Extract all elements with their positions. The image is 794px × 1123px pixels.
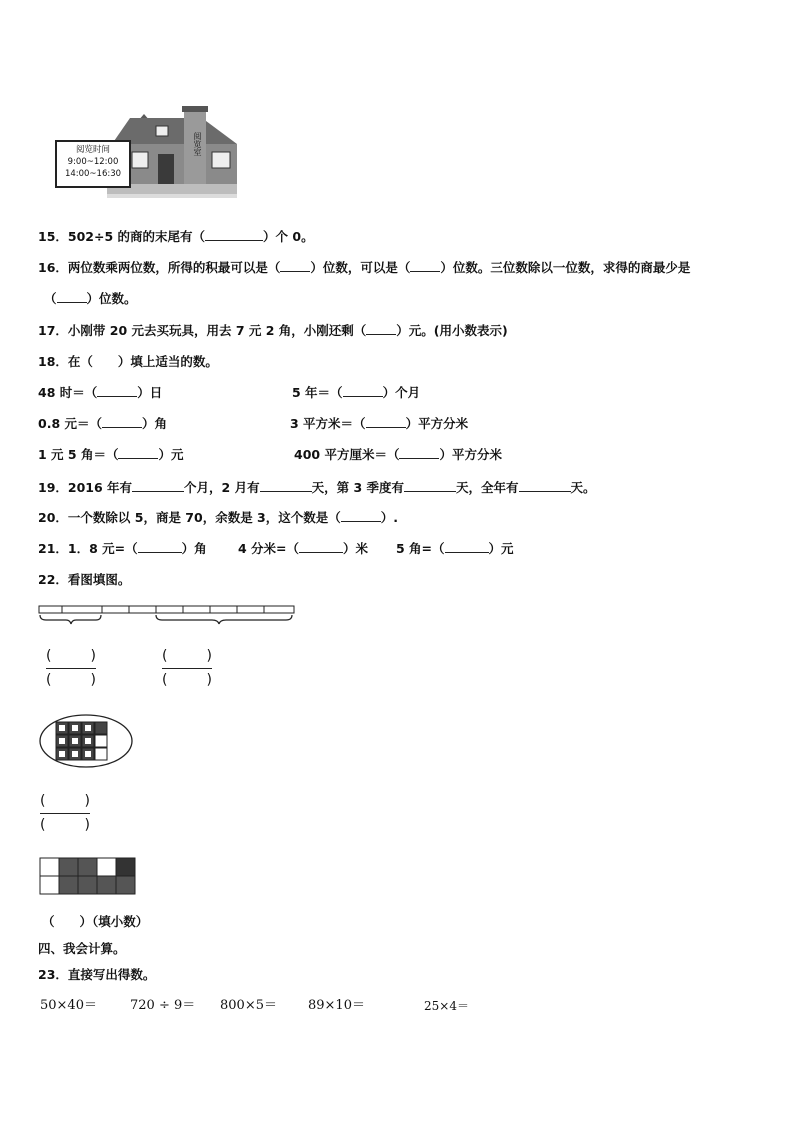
calc-item-5: 25×4＝ — [424, 999, 469, 1013]
q18-item-1-blank[interactable] — [97, 396, 137, 397]
q18-item-2-suffix: ）个月 — [382, 385, 421, 400]
q17-suffix: ）元。(用小数表示) — [396, 323, 508, 338]
question-17 — [38, 323, 508, 339]
q18-item-2-blank[interactable] — [343, 396, 383, 397]
question-20 — [38, 510, 398, 526]
fraction-2-denominator[interactable]: ( ) — [162, 672, 212, 688]
question-16-line2 — [44, 291, 137, 307]
fraction-2-numerator[interactable]: ( ) — [162, 648, 212, 664]
q19-blank-4[interactable] — [519, 491, 571, 492]
q18-item-3-suffix: ）角 — [142, 416, 168, 431]
q20-answer-blank[interactable] — [341, 521, 381, 522]
q18-item-5 — [38, 447, 183, 463]
q18-item-1-prefix: 48 时＝（ — [38, 385, 98, 400]
q18-item-4-blank[interactable] — [366, 427, 406, 428]
q16-part1: 16．两位数乘两位数，所得的积最可以是（ — [38, 260, 281, 275]
q18-item-4-prefix: 3 平方米＝（ — [290, 416, 366, 431]
sign-title: 阅览时间 — [75, 145, 110, 155]
question-16 — [38, 260, 690, 276]
sign-time-afternoon: 14:00~16:30 — [64, 169, 122, 179]
fraction-blank-1[interactable] — [46, 648, 96, 692]
q19-blank-2[interactable] — [260, 491, 312, 492]
question-21b — [238, 541, 368, 557]
q19-blank-1[interactable] — [132, 491, 184, 492]
q21a-blank[interactable] — [138, 552, 182, 553]
sign-time-morning: 9:00~12:00 — [67, 157, 119, 167]
q21a-suffix: ）角 — [181, 541, 207, 556]
q19-part5: 天。 — [570, 480, 596, 495]
q18-item-1 — [38, 385, 162, 401]
q16-blank-3[interactable] — [57, 302, 87, 303]
q18-item-2-prefix: 5 年＝（ — [292, 385, 343, 400]
q21c-blank[interactable] — [445, 552, 489, 553]
question-19 — [38, 480, 596, 496]
q21a-prefix: 21．1．8 元=（ — [38, 541, 138, 556]
calc-item-4: 89×10＝ — [308, 998, 365, 1013]
q18-item-5-blank[interactable] — [118, 458, 158, 459]
ellipse-grid-figure — [38, 712, 138, 770]
calc-item-1: 50×40＝ — [40, 998, 97, 1013]
question-23-title: 23．直接写出得数。 — [38, 967, 156, 982]
q18-item-5-prefix: 1 元 5 角＝（ — [38, 447, 119, 462]
fraction-1-numerator[interactable]: ( ) — [46, 648, 96, 664]
q19-part1: 19．2016 年有 — [38, 480, 133, 495]
decimal-prompt: （ ）（填小数） — [42, 914, 149, 929]
q21b-blank[interactable] — [299, 552, 343, 553]
q18-item-6-blank[interactable] — [399, 458, 439, 459]
door-sign: 阅览室 — [193, 132, 202, 156]
shaded-grid-figure — [40, 858, 140, 896]
fraction-1-bar — [46, 668, 96, 669]
q18-item-1-suffix: ）日 — [137, 385, 163, 400]
q20-prefix: 20．一个数除以 5，商是 70，余数是 3，这个数是（ — [38, 510, 341, 525]
q17-answer-blank[interactable] — [366, 334, 396, 335]
calc-item-2: 720 ÷ 9＝ — [130, 998, 196, 1013]
section-4-title: 四、我会计算。 — [38, 941, 126, 956]
q16-blank-1[interactable] — [280, 271, 310, 272]
question-18-title: 18．在（ ）填上适当的数。 — [38, 354, 218, 369]
q17-prefix: 17．小刚带 20 元去买玩具，用去 7 元 2 角，小刚还剩（ — [38, 323, 367, 338]
q18-item-6-suffix: ）平方分米 — [439, 447, 502, 462]
question-21 — [38, 541, 207, 557]
q18-item-6-prefix: 400 平方厘米＝（ — [294, 447, 400, 462]
q16-blank-2[interactable] — [410, 271, 440, 272]
fraction-blank-2[interactable] — [162, 648, 212, 692]
fraction-blank-3[interactable] — [40, 793, 90, 837]
q18-item-4-suffix: ）平方分米 — [405, 416, 469, 431]
q18-item-3-prefix: 0.8 元＝（ — [38, 416, 102, 431]
q18-item-3-blank[interactable] — [102, 427, 142, 428]
q16-part3: ）位数。三位数除以一位数，求得的商最少是 — [440, 260, 691, 275]
q21c-suffix: ）元 — [488, 541, 514, 556]
q16-line2-prefix: （ — [44, 291, 57, 306]
q18-item-3 — [38, 416, 167, 432]
q15-suffix: ）个 0。 — [263, 229, 314, 244]
segmented-bar-figure — [38, 602, 296, 630]
q19-blank-3[interactable] — [404, 491, 456, 492]
q19-part3: 天，第 3 季度有 — [311, 480, 405, 495]
q16-part2: ）位数，可以是（ — [310, 260, 411, 275]
q16-line2-suffix: ）位数。 — [86, 291, 137, 306]
calc-item-3: 800×5＝ — [220, 998, 277, 1013]
question-15 — [38, 229, 314, 245]
q18-item-5-suffix: ）元 — [158, 447, 184, 462]
fraction-3-denominator[interactable]: ( ) — [40, 817, 90, 833]
q21c-prefix: 5 角=（ — [396, 541, 445, 556]
question-22-title: 22．看图填图。 — [38, 572, 131, 587]
question-21c — [396, 541, 514, 557]
q15-answer-blank[interactable] — [205, 240, 263, 241]
q21b-prefix: 4 分米=（ — [238, 541, 300, 556]
fraction-3-bar — [40, 813, 90, 814]
fraction-2-bar — [162, 668, 212, 669]
q18-item-2 — [292, 385, 420, 401]
q18-item-4 — [290, 416, 468, 432]
fraction-1-denominator[interactable]: ( ) — [46, 672, 96, 688]
q15-prefix: 15．502÷5 的商的末尾有（ — [38, 229, 206, 244]
q21b-suffix: ）米 — [343, 541, 369, 556]
q19-part4: 天，全年有 — [456, 480, 519, 495]
q19-part2: 个月，2 月有 — [184, 480, 260, 495]
q18-item-6 — [294, 447, 502, 463]
q20-suffix: ）. — [380, 510, 398, 525]
opening-hours-sign — [55, 140, 131, 188]
fraction-3-numerator[interactable]: ( ) — [40, 793, 90, 809]
